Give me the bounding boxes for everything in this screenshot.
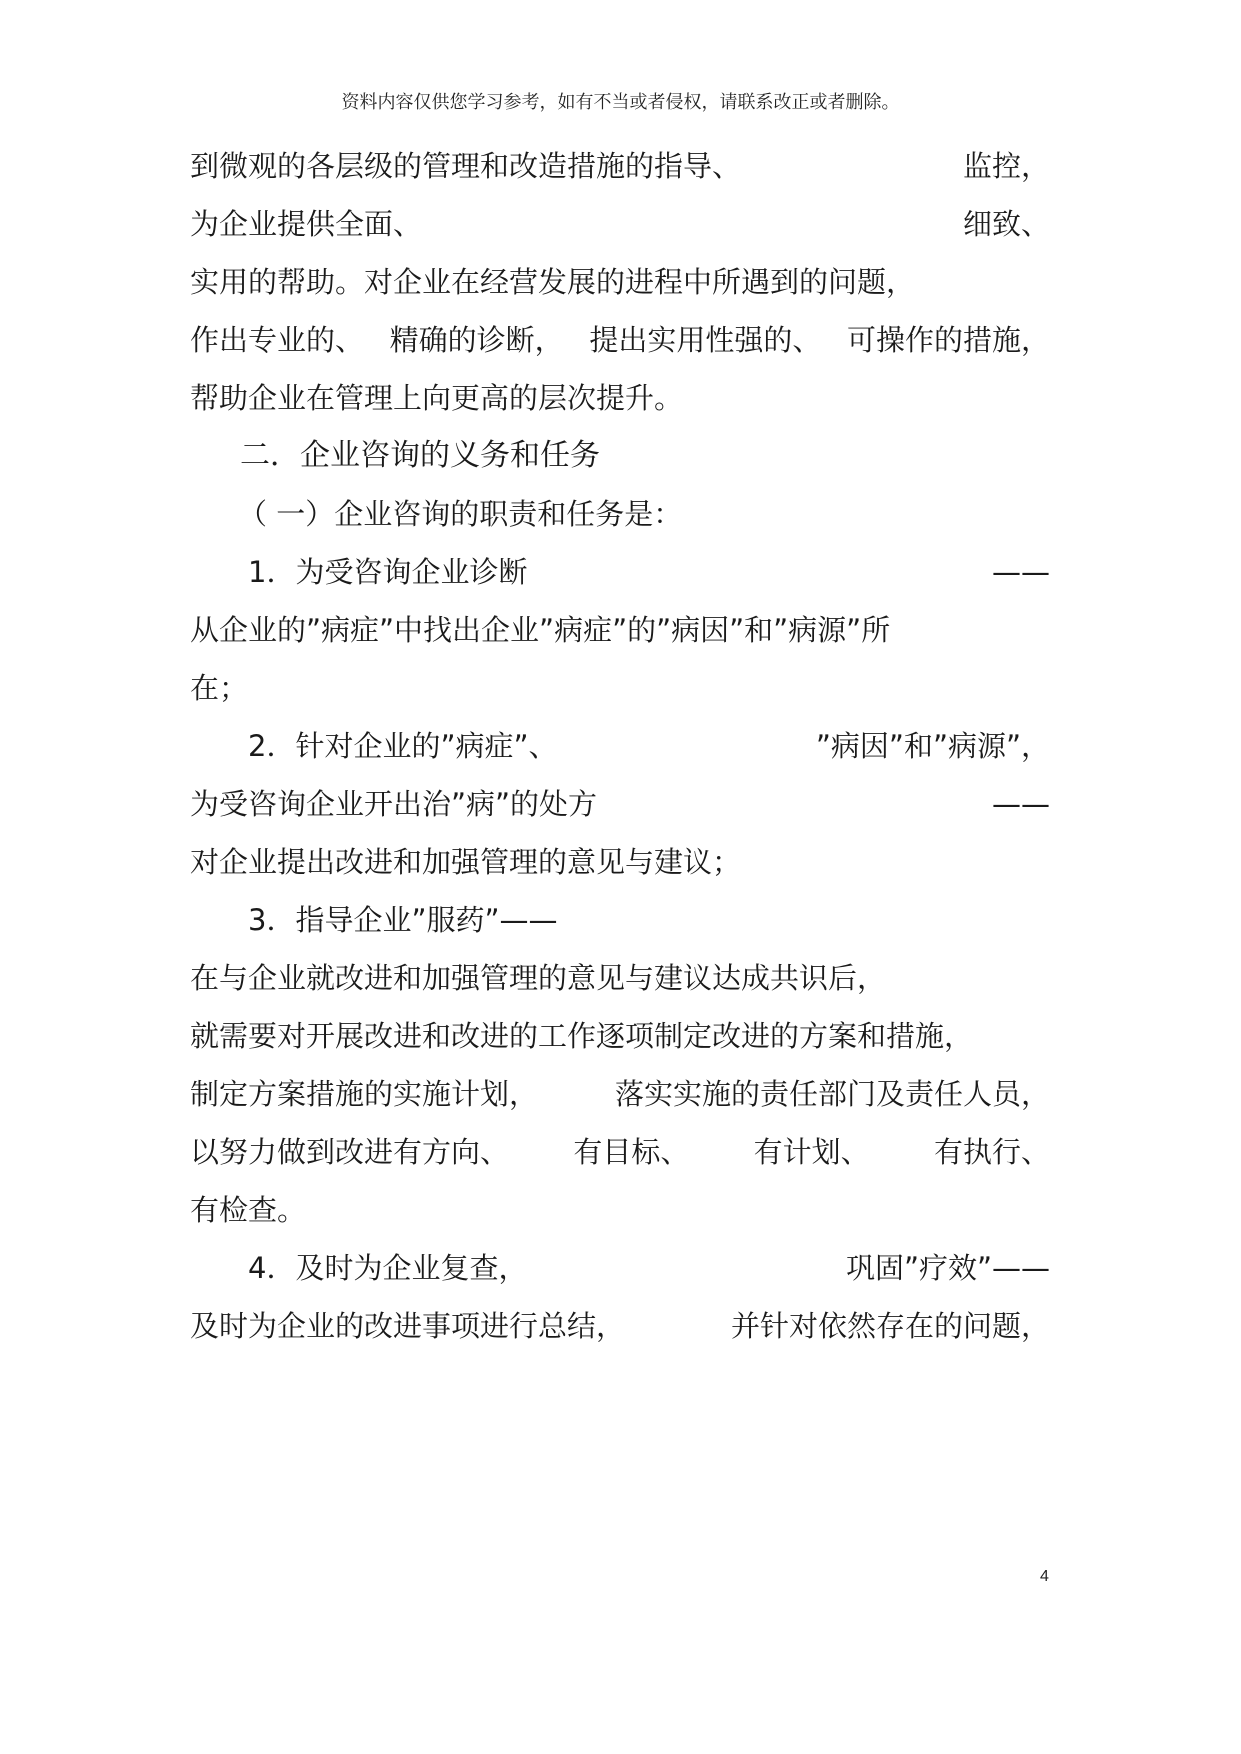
text-segment: 2．针对企业的”病症”、 (248, 729, 558, 763)
text-line-19 (190, 1306, 1050, 1346)
text-segment: 有计划、 (753, 1135, 870, 1169)
text-line-3: 实用的帮助。对企业在经营发展的进程中所遇到的问题， (190, 265, 916, 299)
text-segment: 4．及时为企业复查， (248, 1251, 528, 1285)
subsection-heading: （ 一）企业咨询的职责和任务是： (238, 497, 683, 531)
text-segment: 落实实施的责任部门及责任人员， (614, 1077, 1050, 1111)
page-number: 4 (1040, 1568, 1049, 1585)
text-segment: 监控， (962, 149, 1050, 183)
list-item-1 (248, 552, 1050, 592)
text-segment: 及时为企业的改进事项进行总结， (190, 1309, 626, 1343)
text-segment: 制定方案措施的实施计划， (190, 1077, 539, 1111)
text-segment: 有目标、 (573, 1135, 690, 1169)
text-line-5: 帮助企业在管理上向更高的层次提升。 (190, 381, 684, 415)
list-item-2 (248, 726, 1050, 766)
list-item-4 (248, 1248, 1050, 1288)
text-segment: 为企业提供全面、 (190, 207, 423, 241)
text-segment: 可操作的措施， (846, 323, 1050, 357)
text-line-13: 在与企业就改进和加强管理的意见与建议达成共识后， (190, 961, 887, 995)
list-item-3: 3．指导企业”服药”—— (248, 903, 558, 937)
text-segment: 精确的诊断， (389, 323, 564, 357)
text-segment: —— (992, 555, 1050, 589)
text-segment: 1．为受咨询企业诊断 (248, 555, 528, 589)
text-line-17: 有检查。 (190, 1193, 307, 1227)
text-segment: 到微观的各层级的管理和改造措施的指导、 (190, 149, 742, 183)
text-segment: 以努力做到改进有方向、 (190, 1135, 510, 1169)
text-line-16 (190, 1132, 1050, 1172)
text-segment: 为受咨询企业开出治”病”的处方 (190, 787, 598, 821)
header-notice: 资料内容仅供您学习参考，如有不当或者侵权，请联系改正或者删除。 (341, 92, 900, 113)
text-segment: ”病因”和”病源”， (815, 729, 1050, 763)
text-line-2 (190, 204, 1050, 244)
text-line-8: 在； (190, 671, 249, 705)
section-heading: 二．企业咨询的义务和任务 (240, 438, 600, 473)
text-line-7: 从企业的”病症”中找出企业”病症”的”病因”和”病源”所 (190, 613, 891, 647)
text-line-1 (190, 146, 1050, 186)
text-segment: 巩固”疗效”—— (845, 1251, 1050, 1285)
text-line-10 (190, 784, 1050, 824)
text-line-15 (190, 1074, 1050, 1114)
text-segment: 有执行、 (933, 1135, 1050, 1169)
text-segment: 提出实用性强的、 (589, 323, 822, 357)
text-segment: 并针对依然存在的问题， (730, 1309, 1050, 1343)
text-segment: 细致、 (962, 207, 1050, 241)
text-line-4 (190, 320, 1050, 360)
text-segment: 作出专业的、 (190, 323, 365, 357)
text-line-11: 对企业提出改进和加强管理的意见与建议； (190, 845, 742, 879)
text-segment: —— (992, 787, 1050, 821)
text-line-14: 就需要对开展改进和改进的工作逐项制定改进的方案和措施， (190, 1019, 974, 1053)
